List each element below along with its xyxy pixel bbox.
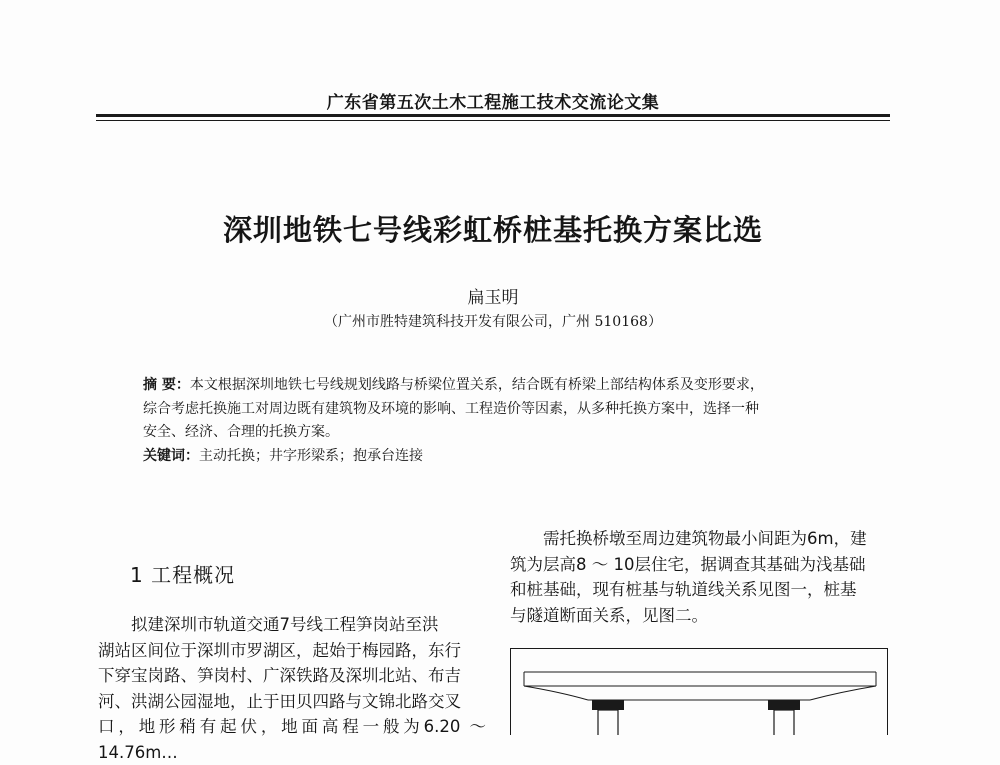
body-line: 河、洪湖公园湿地，止于田贝四路与文锦北路交叉 xyxy=(98,691,461,711)
abstract-line: 摘 要：本文根据深圳地铁七号线规划线路与桥梁位置关系，结合既有桥梁上部结构体系及变形要求， xyxy=(143,377,764,393)
deck-underside-right xyxy=(810,686,876,700)
author-name: 扁玉明 xyxy=(467,288,519,308)
header-rule-thin xyxy=(96,120,890,121)
figure-bridge-drawing xyxy=(510,648,888,735)
deck-underside-left xyxy=(524,686,588,700)
body-line: 和桩基础，现有桩基与轨道线关系见图一，桩基 xyxy=(510,580,857,599)
section-heading: 1 工程概况 xyxy=(130,563,236,587)
body-line: 湖站区间位于深圳市罗湖区，起始于梅园路，东行 xyxy=(98,640,461,660)
paper-title: 深圳地铁七号线彩虹桥桩基托换方案比选 xyxy=(222,213,763,247)
abstract-line: 综合考虑托换施工对周边既有建筑物及环境的影响、工程造价等因素，从多种托换方案中，选择一种 xyxy=(143,400,759,417)
keywords-label: 关键词： xyxy=(143,447,199,464)
body-line: 下穿宝岗路、笋岗村、广深铁路及深圳北站、布吉 xyxy=(98,666,461,685)
pier-cap-left xyxy=(592,700,624,710)
figure-frame xyxy=(511,649,888,736)
pier-left xyxy=(598,710,618,735)
body-line: 需托换桥墩至周边建筑物最小间距为6m，建 xyxy=(543,529,867,548)
keywords-text: 主动托换；井字形梁系；抱承台连接 xyxy=(199,447,423,464)
keywords-line xyxy=(143,445,863,469)
pier-cap-right xyxy=(768,700,800,710)
header-rule-thick xyxy=(96,114,890,117)
pier-right xyxy=(774,710,794,735)
right-column-paragraph xyxy=(510,526,890,628)
abstract-label: 摘 要： xyxy=(143,377,190,393)
running-header: 广东省第五次土木工程施工技术交流论文集 xyxy=(326,93,660,113)
body-line: 拟建深圳市轨道交通7号线工程笋岗站至洪 xyxy=(131,615,439,634)
author-affiliation: （广州市胜特建筑科技开发有限公司，广州 510168） xyxy=(324,314,662,330)
abstract-block xyxy=(143,374,863,468)
body-line: 口，地形稍有起伏，地面高程一般为6.20 ～ 14.76m… xyxy=(98,717,486,762)
left-column-paragraph xyxy=(98,612,486,765)
body-line: 与隧道断面关系，见图二。 xyxy=(510,605,708,625)
body-line: 筑为层高8 ～ 10层住宅，据调查其基础为浅基础 xyxy=(510,554,866,574)
abstract-line: 安全、经济、合理的托换方案。 xyxy=(143,424,339,440)
